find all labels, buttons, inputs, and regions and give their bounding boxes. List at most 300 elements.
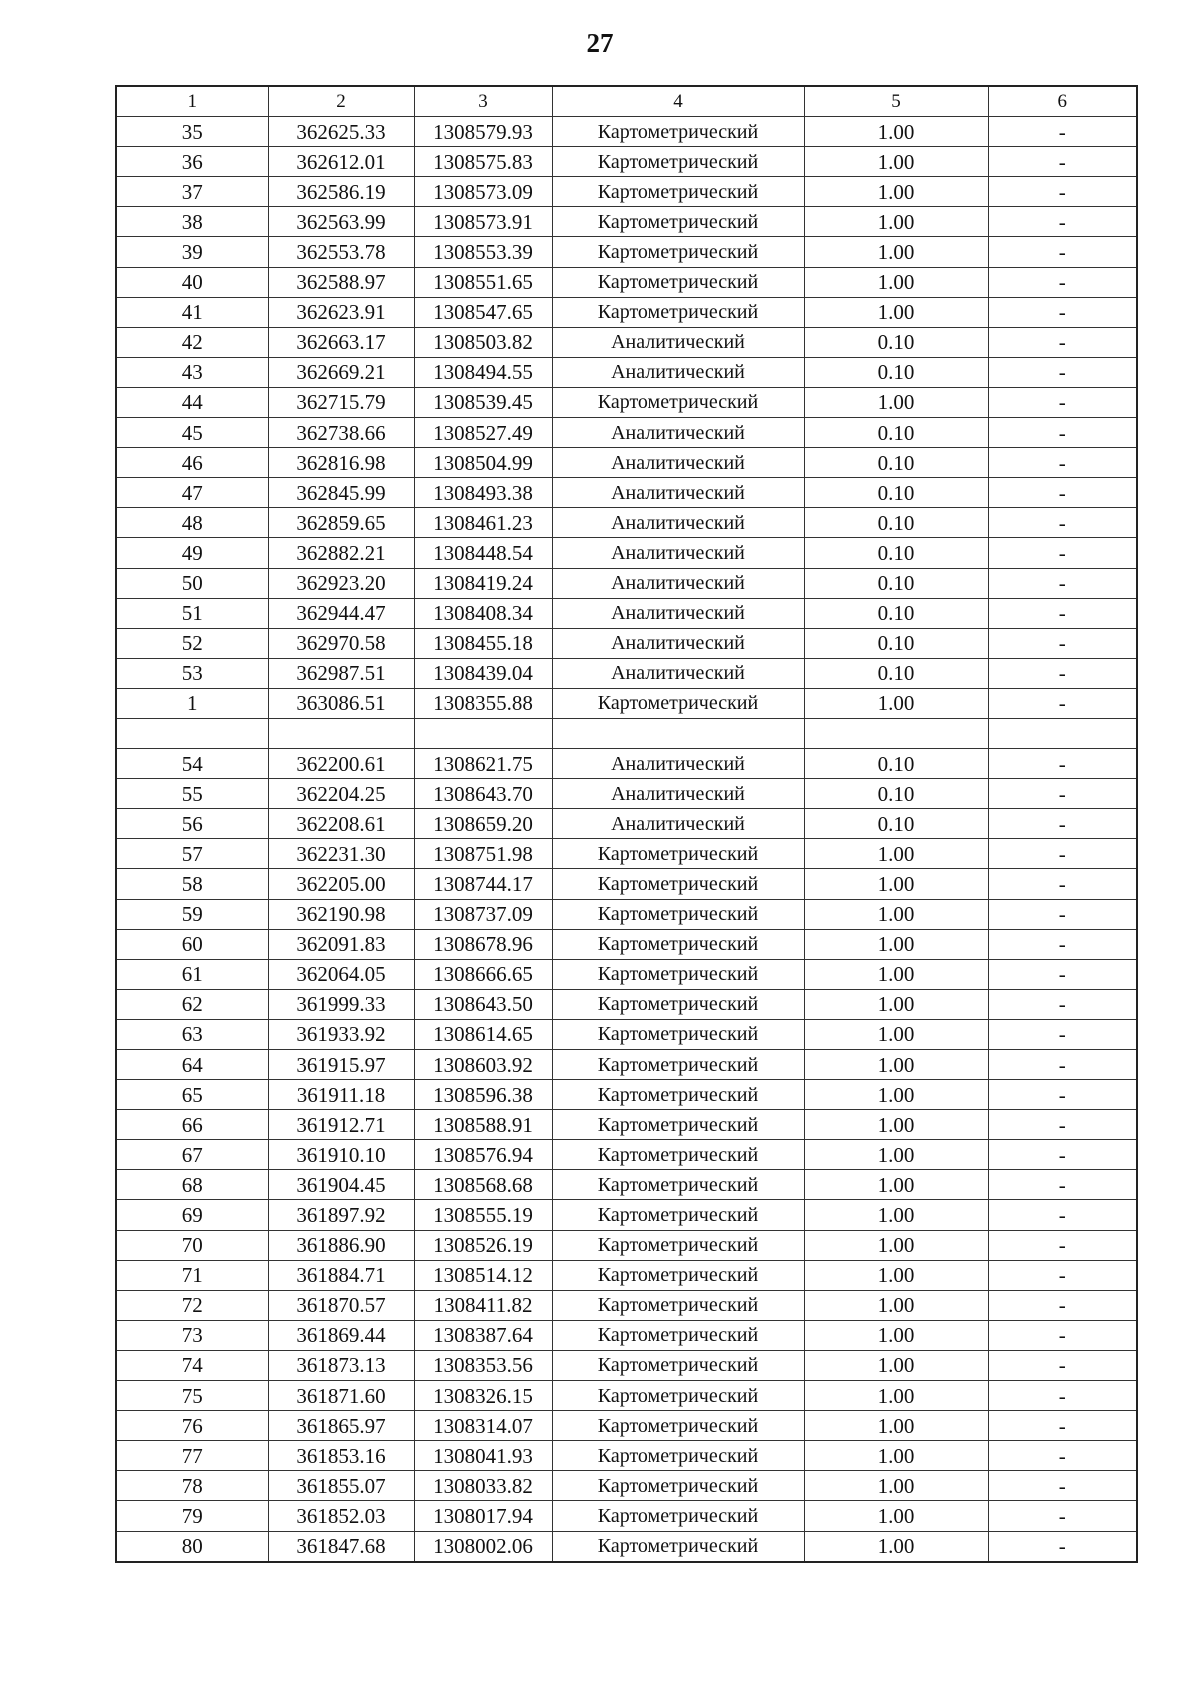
cell-description: - bbox=[988, 508, 1137, 538]
cell-y: 1308553.39 bbox=[414, 237, 552, 267]
cell-method: Картометрический bbox=[552, 1260, 804, 1290]
cell-description: - bbox=[988, 1381, 1137, 1411]
cell-point-number: 56 bbox=[116, 809, 268, 839]
cell-accuracy: 0.10 bbox=[804, 357, 988, 387]
page-number: 27 bbox=[586, 28, 614, 58]
cell-description: - bbox=[988, 1019, 1137, 1049]
cell-method: Картометрический bbox=[552, 1050, 804, 1080]
cell-description: - bbox=[988, 869, 1137, 899]
cell-method: Картометрический bbox=[552, 959, 804, 989]
cell-accuracy: 1.00 bbox=[804, 989, 988, 1019]
cell-point-number: 64 bbox=[116, 1050, 268, 1080]
cell-y: 1308547.65 bbox=[414, 297, 552, 327]
cell-x: 362200.61 bbox=[268, 749, 414, 779]
table-row bbox=[116, 1019, 1137, 1049]
cell-method: Картометрический bbox=[552, 1320, 804, 1350]
cell-x: 362612.01 bbox=[268, 147, 414, 177]
cell-description: - bbox=[988, 809, 1137, 839]
table-row bbox=[116, 177, 1137, 207]
cell-description: - bbox=[988, 1350, 1137, 1380]
cell-method: Картометрический bbox=[552, 237, 804, 267]
cell-point-number: 63 bbox=[116, 1019, 268, 1049]
cell-point-number: 53 bbox=[116, 658, 268, 688]
cell-accuracy: 1.00 bbox=[804, 147, 988, 177]
cell-description: - bbox=[988, 1170, 1137, 1200]
cell-description: - bbox=[988, 1050, 1137, 1080]
cell-description: - bbox=[988, 598, 1137, 628]
cell-description: - bbox=[988, 899, 1137, 929]
cell-description: - bbox=[988, 1080, 1137, 1110]
cell-accuracy: 1.00 bbox=[804, 1381, 988, 1411]
cell-accuracy: 0.10 bbox=[804, 568, 988, 598]
table-body bbox=[116, 86, 1137, 1562]
cell-description: - bbox=[988, 568, 1137, 598]
cell-y: 1308455.18 bbox=[414, 628, 552, 658]
cell-x: 361999.33 bbox=[268, 989, 414, 1019]
cell-description: - bbox=[988, 959, 1137, 989]
cell-y: 1308678.96 bbox=[414, 929, 552, 959]
cell-description: - bbox=[988, 1140, 1137, 1170]
cell-x: 361869.44 bbox=[268, 1320, 414, 1350]
cell-point-number: 59 bbox=[116, 899, 268, 929]
cell-accuracy: 0.10 bbox=[804, 809, 988, 839]
table-row bbox=[116, 658, 1137, 688]
cell-accuracy: 1.00 bbox=[804, 1471, 988, 1501]
cell-method: Картометрический bbox=[552, 839, 804, 869]
cell-y: 1308659.20 bbox=[414, 809, 552, 839]
table-row bbox=[116, 448, 1137, 478]
cell-point-number: 48 bbox=[116, 508, 268, 538]
cell-y: 1308326.15 bbox=[414, 1381, 552, 1411]
cell-accuracy: 1.00 bbox=[804, 177, 988, 207]
cell-point-number: 36 bbox=[116, 147, 268, 177]
table-row bbox=[116, 297, 1137, 327]
cell-y: 1308408.34 bbox=[414, 598, 552, 628]
cell-method: Картометрический bbox=[552, 297, 804, 327]
table-row bbox=[116, 1471, 1137, 1501]
cell-x: 361910.10 bbox=[268, 1140, 414, 1170]
cell-description: - bbox=[988, 418, 1137, 448]
cell-method: Картометрический bbox=[552, 147, 804, 177]
cell-point-number: 74 bbox=[116, 1350, 268, 1380]
cell-x: 361897.92 bbox=[268, 1200, 414, 1230]
cell-x: 362970.58 bbox=[268, 628, 414, 658]
cell-x: 362588.97 bbox=[268, 267, 414, 297]
table-row bbox=[116, 478, 1137, 508]
cell-method: Аналитический bbox=[552, 508, 804, 538]
cell-description: - bbox=[988, 1260, 1137, 1290]
cell-point-number: 45 bbox=[116, 418, 268, 448]
table-row bbox=[116, 869, 1137, 899]
cell-x: 362190.98 bbox=[268, 899, 414, 929]
cell-point-number bbox=[116, 718, 268, 748]
cell-accuracy: 0.10 bbox=[804, 538, 988, 568]
cell-y: 1308568.68 bbox=[414, 1170, 552, 1200]
cell-y: 1308448.54 bbox=[414, 538, 552, 568]
cell-method: Картометрический bbox=[552, 117, 804, 147]
cell-accuracy: 1.00 bbox=[804, 1230, 988, 1260]
cell-point-number: 38 bbox=[116, 207, 268, 237]
cell-accuracy: 1.00 bbox=[804, 839, 988, 869]
cell-y: 1308579.93 bbox=[414, 117, 552, 147]
cell-description: - bbox=[988, 237, 1137, 267]
cell-x: 361933.92 bbox=[268, 1019, 414, 1049]
cell-description: - bbox=[988, 1531, 1137, 1562]
table-row bbox=[116, 387, 1137, 417]
header-cell-x: 2 bbox=[268, 86, 414, 117]
table-row bbox=[116, 1290, 1137, 1320]
cell-accuracy: 1.00 bbox=[804, 1170, 988, 1200]
cell-accuracy: 1.00 bbox=[804, 1140, 988, 1170]
cell-x: 363086.51 bbox=[268, 688, 414, 718]
table-row bbox=[116, 929, 1137, 959]
cell-point-number: 43 bbox=[116, 357, 268, 387]
cell-accuracy: 0.10 bbox=[804, 658, 988, 688]
cell-point-number: 50 bbox=[116, 568, 268, 598]
cell-accuracy: 1.00 bbox=[804, 1080, 988, 1110]
cell-x: 362859.65 bbox=[268, 508, 414, 538]
cell-description: - bbox=[988, 688, 1137, 718]
header-cell-description: 6 bbox=[988, 86, 1137, 117]
cell-description: - bbox=[988, 658, 1137, 688]
cell-description bbox=[988, 718, 1137, 748]
cell-point-number: 49 bbox=[116, 538, 268, 568]
cell-method: Аналитический bbox=[552, 628, 804, 658]
cell-x: 362205.00 bbox=[268, 869, 414, 899]
cell-y: 1308539.45 bbox=[414, 387, 552, 417]
cell-point-number: 51 bbox=[116, 598, 268, 628]
cell-accuracy: 1.00 bbox=[804, 207, 988, 237]
cell-y: 1308643.70 bbox=[414, 779, 552, 809]
cell-y: 1308551.65 bbox=[414, 267, 552, 297]
cell-y: 1308002.06 bbox=[414, 1531, 552, 1562]
cell-point-number: 57 bbox=[116, 839, 268, 869]
cell-method: Аналитический bbox=[552, 418, 804, 448]
table-header-row bbox=[116, 86, 1137, 117]
header-cell-accuracy: 5 bbox=[804, 86, 988, 117]
cell-accuracy: 1.00 bbox=[804, 1050, 988, 1080]
cell-x: 361855.07 bbox=[268, 1471, 414, 1501]
table-row bbox=[116, 568, 1137, 598]
cell-method: Аналитический bbox=[552, 749, 804, 779]
cell-x: 361915.97 bbox=[268, 1050, 414, 1080]
cell-point-number: 42 bbox=[116, 327, 268, 357]
cell-x: 362625.33 bbox=[268, 117, 414, 147]
cell-description: - bbox=[988, 1320, 1137, 1350]
cell-point-number: 61 bbox=[116, 959, 268, 989]
cell-method: Картометрический bbox=[552, 1501, 804, 1531]
cell-y: 1308744.17 bbox=[414, 869, 552, 899]
cell-description: - bbox=[988, 989, 1137, 1019]
cell-accuracy: 1.00 bbox=[804, 297, 988, 327]
table-row bbox=[116, 1170, 1137, 1200]
cell-method: Картометрический bbox=[552, 1381, 804, 1411]
cell-description: - bbox=[988, 628, 1137, 658]
cell-x: 361873.13 bbox=[268, 1350, 414, 1380]
cell-point-number: 67 bbox=[116, 1140, 268, 1170]
cell-method: Аналитический bbox=[552, 598, 804, 628]
cell-accuracy: 0.10 bbox=[804, 628, 988, 658]
cell-accuracy: 1.00 bbox=[804, 267, 988, 297]
cell-description: - bbox=[988, 1110, 1137, 1140]
cell-x: 362091.83 bbox=[268, 929, 414, 959]
cell-method: Аналитический bbox=[552, 658, 804, 688]
cell-y: 1308526.19 bbox=[414, 1230, 552, 1260]
cell-point-number: 62 bbox=[116, 989, 268, 1019]
cell-accuracy: 1.00 bbox=[804, 929, 988, 959]
table-row bbox=[116, 1320, 1137, 1350]
cell-description: - bbox=[988, 749, 1137, 779]
cell-x: 362845.99 bbox=[268, 478, 414, 508]
table-row bbox=[116, 779, 1137, 809]
cell-description: - bbox=[988, 297, 1137, 327]
cell-point-number: 72 bbox=[116, 1290, 268, 1320]
cell-method: Картометрический bbox=[552, 899, 804, 929]
cell-accuracy: 1.00 bbox=[804, 1110, 988, 1140]
cell-accuracy: 0.10 bbox=[804, 418, 988, 448]
cell-y: 1308573.91 bbox=[414, 207, 552, 237]
cell-x: 361911.18 bbox=[268, 1080, 414, 1110]
cell-y: 1308614.65 bbox=[414, 1019, 552, 1049]
cell-accuracy: 1.00 bbox=[804, 1531, 988, 1562]
table-row bbox=[116, 809, 1137, 839]
cell-point-number: 78 bbox=[116, 1471, 268, 1501]
cell-method: Картометрический bbox=[552, 207, 804, 237]
cell-method: Аналитический bbox=[552, 327, 804, 357]
cell-y: 1308504.99 bbox=[414, 448, 552, 478]
cell-x: 361853.16 bbox=[268, 1441, 414, 1471]
cell-description: - bbox=[988, 1290, 1137, 1320]
cell-accuracy: 1.00 bbox=[804, 1350, 988, 1380]
cell-point-number: 75 bbox=[116, 1381, 268, 1411]
cell-method: Аналитический bbox=[552, 357, 804, 387]
cell-method: Картометрический bbox=[552, 1411, 804, 1441]
table-row bbox=[116, 267, 1137, 297]
cell-y: 1308493.38 bbox=[414, 478, 552, 508]
cell-accuracy: 1.00 bbox=[804, 1411, 988, 1441]
cell-x: 362816.98 bbox=[268, 448, 414, 478]
cell-y: 1308603.92 bbox=[414, 1050, 552, 1080]
table-row bbox=[116, 899, 1137, 929]
cell-point-number: 41 bbox=[116, 297, 268, 327]
table-row bbox=[116, 1260, 1137, 1290]
cell-point-number: 40 bbox=[116, 267, 268, 297]
table-row bbox=[116, 1050, 1137, 1080]
cell-description: - bbox=[988, 929, 1137, 959]
table-row bbox=[116, 959, 1137, 989]
cell-y: 1308353.56 bbox=[414, 1350, 552, 1380]
cell-description: - bbox=[988, 1411, 1137, 1441]
cell-point-number: 35 bbox=[116, 117, 268, 147]
table-row bbox=[116, 718, 1137, 748]
cell-y: 1308411.82 bbox=[414, 1290, 552, 1320]
cell-description: - bbox=[988, 1200, 1137, 1230]
cell-description: - bbox=[988, 207, 1137, 237]
cell-x: 362944.47 bbox=[268, 598, 414, 628]
cell-point-number: 37 bbox=[116, 177, 268, 207]
cell-y: 1308439.04 bbox=[414, 658, 552, 688]
cell-description: - bbox=[988, 1230, 1137, 1260]
cell-point-number: 70 bbox=[116, 1230, 268, 1260]
cell-x: 362715.79 bbox=[268, 387, 414, 417]
cell-description: - bbox=[988, 147, 1137, 177]
cell-y: 1308588.91 bbox=[414, 1110, 552, 1140]
cell-x: 361912.71 bbox=[268, 1110, 414, 1140]
cell-method: Аналитический bbox=[552, 779, 804, 809]
cell-accuracy: 1.00 bbox=[804, 1501, 988, 1531]
header-cell-method: 4 bbox=[552, 86, 804, 117]
table-row bbox=[116, 839, 1137, 869]
table-row bbox=[116, 1110, 1137, 1140]
cell-y: 1308017.94 bbox=[414, 1501, 552, 1531]
cell-x: 362738.66 bbox=[268, 418, 414, 448]
cell-x: 361884.71 bbox=[268, 1260, 414, 1290]
cell-accuracy: 1.00 bbox=[804, 1441, 988, 1471]
cell-y: 1308387.64 bbox=[414, 1320, 552, 1350]
cell-method: Аналитический bbox=[552, 538, 804, 568]
cell-accuracy: 0.10 bbox=[804, 749, 988, 779]
cell-y: 1308527.49 bbox=[414, 418, 552, 448]
cell-description: - bbox=[988, 357, 1137, 387]
cell-method: Картометрический bbox=[552, 1019, 804, 1049]
cell-method: Картометрический bbox=[552, 1531, 804, 1562]
table-row bbox=[116, 327, 1137, 357]
cell-accuracy: 0.10 bbox=[804, 779, 988, 809]
cell-method: Картометрический bbox=[552, 1110, 804, 1140]
cell-x: 361871.60 bbox=[268, 1381, 414, 1411]
cell-method: Картометрический bbox=[552, 1170, 804, 1200]
cell-description: - bbox=[988, 779, 1137, 809]
cell-point-number: 55 bbox=[116, 779, 268, 809]
cell-point-number: 80 bbox=[116, 1531, 268, 1562]
table-row bbox=[116, 147, 1137, 177]
cell-method: Картометрический bbox=[552, 1350, 804, 1380]
cell-method: Картометрический bbox=[552, 1471, 804, 1501]
cell-accuracy: 0.10 bbox=[804, 478, 988, 508]
cell-x: 361847.68 bbox=[268, 1531, 414, 1562]
table-row bbox=[116, 538, 1137, 568]
cell-description: - bbox=[988, 267, 1137, 297]
cell-x: 361870.57 bbox=[268, 1290, 414, 1320]
cell-point-number: 71 bbox=[116, 1260, 268, 1290]
cell-method: Картометрический bbox=[552, 869, 804, 899]
cell-method: Картометрический bbox=[552, 1290, 804, 1320]
table-row bbox=[116, 237, 1137, 267]
cell-method: Картометрический bbox=[552, 688, 804, 718]
header-cell-y: 3 bbox=[414, 86, 552, 117]
cell-method: Картометрический bbox=[552, 1200, 804, 1230]
cell-x: 362882.21 bbox=[268, 538, 414, 568]
cell-point-number: 73 bbox=[116, 1320, 268, 1350]
cell-y: 1308737.09 bbox=[414, 899, 552, 929]
cell-description: - bbox=[988, 117, 1137, 147]
cell-accuracy: 1.00 bbox=[804, 1019, 988, 1049]
cell-x: 362064.05 bbox=[268, 959, 414, 989]
cell-description: - bbox=[988, 1501, 1137, 1531]
table-row bbox=[116, 1140, 1137, 1170]
cell-point-number: 44 bbox=[116, 387, 268, 417]
cell-point-number: 47 bbox=[116, 478, 268, 508]
cell-point-number: 60 bbox=[116, 929, 268, 959]
cell-method: Картометрический bbox=[552, 387, 804, 417]
cell-accuracy: 0.10 bbox=[804, 448, 988, 478]
cell-y: 1308461.23 bbox=[414, 508, 552, 538]
table-row bbox=[116, 207, 1137, 237]
table-row bbox=[116, 1531, 1137, 1562]
cell-method: Картометрический bbox=[552, 1140, 804, 1170]
table-row bbox=[116, 508, 1137, 538]
cell-description: - bbox=[988, 1471, 1137, 1501]
cell-y: 1308041.93 bbox=[414, 1441, 552, 1471]
cell-x: 362987.51 bbox=[268, 658, 414, 688]
table-row bbox=[116, 418, 1137, 448]
cell-x bbox=[268, 718, 414, 748]
cell-point-number: 52 bbox=[116, 628, 268, 658]
cell-point-number: 54 bbox=[116, 749, 268, 779]
cell-y: 1308355.88 bbox=[414, 688, 552, 718]
cell-y: 1308576.94 bbox=[414, 1140, 552, 1170]
cell-description: - bbox=[988, 1441, 1137, 1471]
cell-method: Картометрический bbox=[552, 267, 804, 297]
table-row bbox=[116, 1230, 1137, 1260]
cell-x: 361886.90 bbox=[268, 1230, 414, 1260]
table-row bbox=[116, 628, 1137, 658]
cell-y: 1308751.98 bbox=[414, 839, 552, 869]
cell-method: Картометрический bbox=[552, 1080, 804, 1110]
cell-x: 361904.45 bbox=[268, 1170, 414, 1200]
cell-accuracy: 1.00 bbox=[804, 1290, 988, 1320]
cell-x: 362231.30 bbox=[268, 839, 414, 869]
table-row bbox=[116, 1200, 1137, 1230]
table-row bbox=[116, 1080, 1137, 1110]
cell-y: 1308573.09 bbox=[414, 177, 552, 207]
cell-y: 1308494.55 bbox=[414, 357, 552, 387]
cell-method: Картометрический bbox=[552, 989, 804, 1019]
table-row bbox=[116, 1501, 1137, 1531]
cell-accuracy: 0.10 bbox=[804, 327, 988, 357]
cell-method: Аналитический bbox=[552, 809, 804, 839]
cell-point-number: 68 bbox=[116, 1170, 268, 1200]
cell-y: 1308503.82 bbox=[414, 327, 552, 357]
cell-y: 1308575.83 bbox=[414, 147, 552, 177]
table-row bbox=[116, 598, 1137, 628]
cell-method bbox=[552, 718, 804, 748]
table-row bbox=[116, 749, 1137, 779]
cell-x: 361852.03 bbox=[268, 1501, 414, 1531]
cell-accuracy: 1.00 bbox=[804, 387, 988, 417]
cell-x: 362663.17 bbox=[268, 327, 414, 357]
cell-x: 362923.20 bbox=[268, 568, 414, 598]
cell-method: Картометрический bbox=[552, 1441, 804, 1471]
cell-point-number: 69 bbox=[116, 1200, 268, 1230]
cell-y: 1308033.82 bbox=[414, 1471, 552, 1501]
cell-method: Аналитический bbox=[552, 448, 804, 478]
cell-accuracy: 1.00 bbox=[804, 1200, 988, 1230]
table-row bbox=[116, 989, 1137, 1019]
cell-accuracy: 1.00 bbox=[804, 117, 988, 147]
cell-y bbox=[414, 718, 552, 748]
cell-description: - bbox=[988, 538, 1137, 568]
cell-accuracy: 0.10 bbox=[804, 598, 988, 628]
cell-x: 362208.61 bbox=[268, 809, 414, 839]
cell-y: 1308555.19 bbox=[414, 1200, 552, 1230]
table-row bbox=[116, 117, 1137, 147]
cell-method: Картометрический bbox=[552, 1230, 804, 1260]
cell-description: - bbox=[988, 839, 1137, 869]
cell-description: - bbox=[988, 387, 1137, 417]
table-row bbox=[116, 1350, 1137, 1380]
cell-x: 362204.25 bbox=[268, 779, 414, 809]
